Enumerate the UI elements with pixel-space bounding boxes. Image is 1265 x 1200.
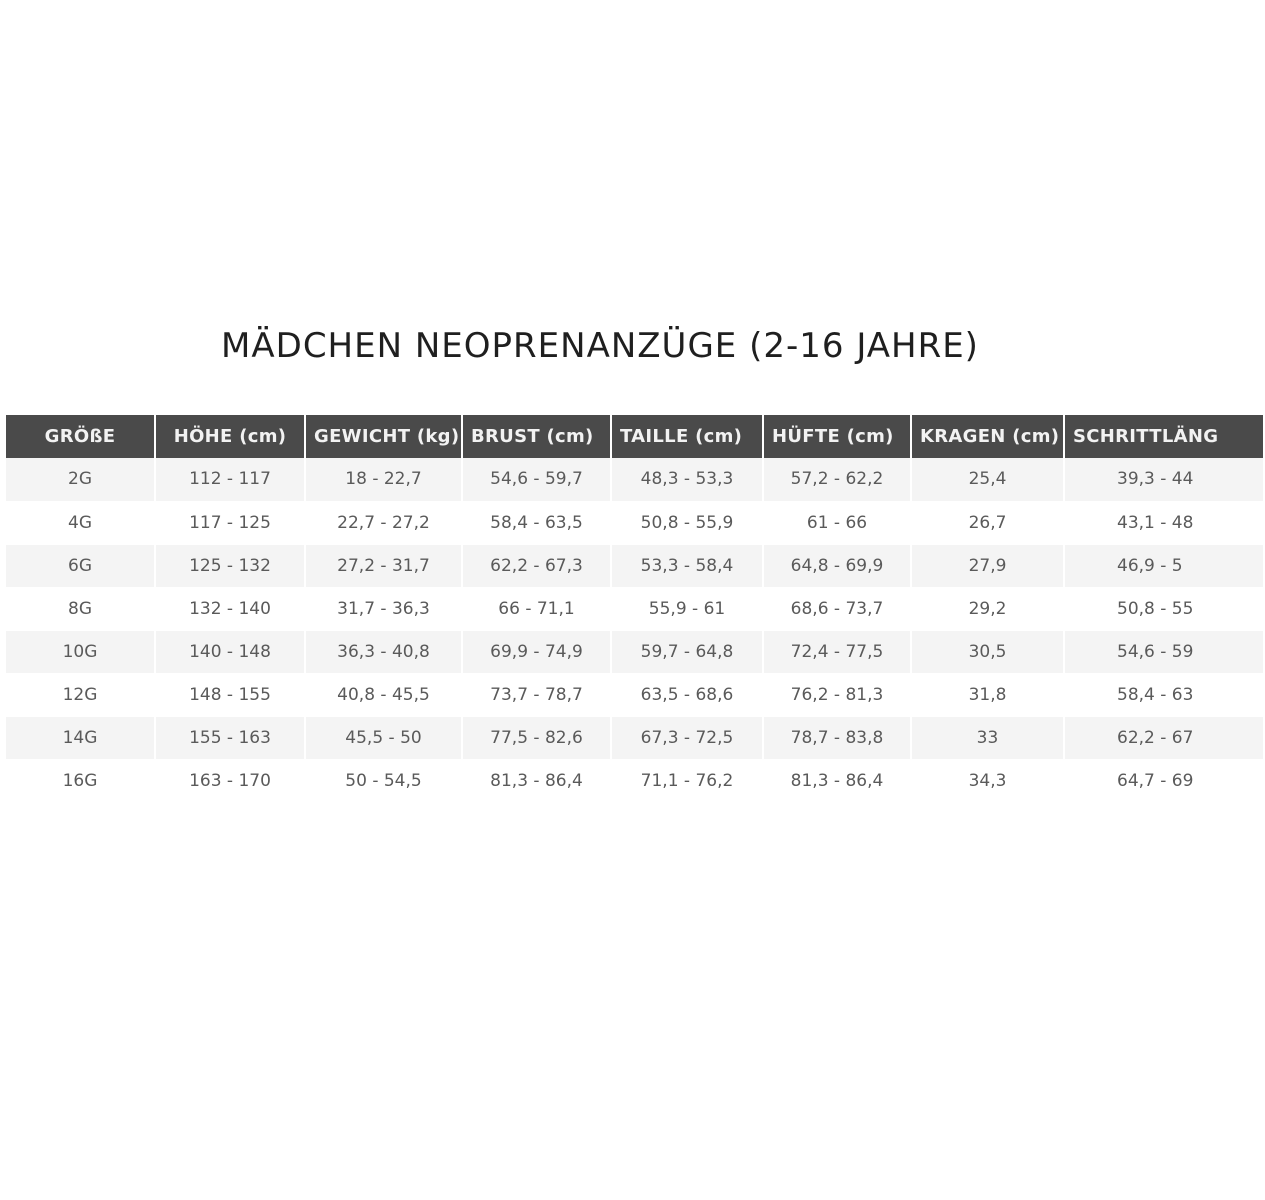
cell-weight: 45,5 - 50	[305, 716, 462, 759]
cell-chest: 58,4 - 63,5	[462, 501, 611, 544]
column-header-height: HÖHE (cm)	[155, 415, 305, 458]
cell-chest: 62,2 - 67,3	[462, 544, 611, 587]
cell-weight: 27,2 - 31,7	[305, 544, 462, 587]
cell-height: 117 - 125	[155, 501, 305, 544]
cell-size: 12G	[6, 673, 155, 716]
size-table	[6, 415, 1265, 803]
cell-hip: 72,4 - 77,5	[763, 630, 911, 673]
cell-inseam: 58,4 - 63	[1064, 673, 1264, 716]
cell-inseam: 64,7 - 69	[1064, 759, 1264, 802]
cell-waist: 50,8 - 55,9	[611, 501, 763, 544]
cell-hip: 78,7 - 83,8	[763, 716, 911, 759]
cell-collar: 33	[911, 716, 1064, 759]
column-header-collar: KRAGEN (cm)	[911, 415, 1064, 458]
cell-waist: 55,9 - 61	[611, 587, 763, 630]
cell-inseam: 54,6 - 59	[1064, 630, 1264, 673]
cell-chest: 69,9 - 74,9	[462, 630, 611, 673]
column-header-waist: TAILLE (cm)	[611, 415, 763, 458]
cell-waist: 63,5 - 68,6	[611, 673, 763, 716]
cell-chest: 73,7 - 78,7	[462, 673, 611, 716]
cell-size: 10G	[6, 630, 155, 673]
cell-weight: 36,3 - 40,8	[305, 630, 462, 673]
table-row	[6, 544, 1264, 587]
cell-weight: 31,7 - 36,3	[305, 587, 462, 630]
cell-size: 6G	[6, 544, 155, 587]
cell-collar: 27,9	[911, 544, 1064, 587]
cell-waist: 53,3 - 58,4	[611, 544, 763, 587]
table-row	[6, 501, 1264, 544]
cell-collar: 26,7	[911, 501, 1064, 544]
cell-size: 16G	[6, 759, 155, 802]
cell-weight: 40,8 - 45,5	[305, 673, 462, 716]
cell-chest: 81,3 - 86,4	[462, 759, 611, 802]
column-header-inseam: SCHRITTLÄNG	[1064, 415, 1264, 458]
table-row	[6, 716, 1264, 759]
table-row	[6, 458, 1264, 501]
cell-height: 132 - 140	[155, 587, 305, 630]
column-header-size: GRÖßE	[6, 415, 155, 458]
table-row	[6, 587, 1264, 630]
cell-inseam: 39,3 - 44	[1064, 458, 1264, 501]
cell-height: 155 - 163	[155, 716, 305, 759]
cell-hip: 57,2 - 62,2	[763, 458, 911, 501]
cell-hip: 64,8 - 69,9	[763, 544, 911, 587]
cell-height: 163 - 170	[155, 759, 305, 802]
size-chart	[6, 415, 1219, 803]
cell-height: 140 - 148	[155, 630, 305, 673]
table-row	[6, 673, 1264, 716]
cell-waist: 48,3 - 53,3	[611, 458, 763, 501]
cell-waist: 59,7 - 64,8	[611, 630, 763, 673]
cell-height: 125 - 132	[155, 544, 305, 587]
cell-collar: 29,2	[911, 587, 1064, 630]
table-row	[6, 759, 1264, 802]
cell-inseam: 43,1 - 48	[1064, 501, 1264, 544]
cell-hip: 76,2 - 81,3	[763, 673, 911, 716]
cell-hip: 61 - 66	[763, 501, 911, 544]
cell-chest: 66 - 71,1	[462, 587, 611, 630]
cell-collar: 30,5	[911, 630, 1064, 673]
cell-size: 4G	[6, 501, 155, 544]
column-header-chest: BRUST (cm)	[462, 415, 611, 458]
cell-chest: 77,5 - 82,6	[462, 716, 611, 759]
cell-collar: 34,3	[911, 759, 1064, 802]
cell-weight: 18 - 22,7	[305, 458, 462, 501]
column-header-weight: GEWICHT (kg)	[305, 415, 462, 458]
cell-chest: 54,6 - 59,7	[462, 458, 611, 501]
table-header-row	[6, 415, 1264, 458]
cell-hip: 81,3 - 86,4	[763, 759, 911, 802]
cell-inseam: 62,2 - 67	[1064, 716, 1264, 759]
column-header-hip: HÜFTE (cm)	[763, 415, 911, 458]
cell-waist: 67,3 - 72,5	[611, 716, 763, 759]
cell-size: 8G	[6, 587, 155, 630]
cell-inseam: 46,9 - 5	[1064, 544, 1264, 587]
cell-height: 148 - 155	[155, 673, 305, 716]
cell-inseam: 50,8 - 55	[1064, 587, 1264, 630]
cell-size: 14G	[6, 716, 155, 759]
cell-weight: 50 - 54,5	[305, 759, 462, 802]
cell-size: 2G	[6, 458, 155, 501]
cell-height: 112 - 117	[155, 458, 305, 501]
table-row	[6, 630, 1264, 673]
cell-collar: 31,8	[911, 673, 1064, 716]
page-title: MÄDCHEN NEOPRENANZÜGE (2-16 JAHRE)	[221, 326, 979, 366]
cell-weight: 22,7 - 27,2	[305, 501, 462, 544]
cell-collar: 25,4	[911, 458, 1064, 501]
cell-waist: 71,1 - 76,2	[611, 759, 763, 802]
cell-hip: 68,6 - 73,7	[763, 587, 911, 630]
